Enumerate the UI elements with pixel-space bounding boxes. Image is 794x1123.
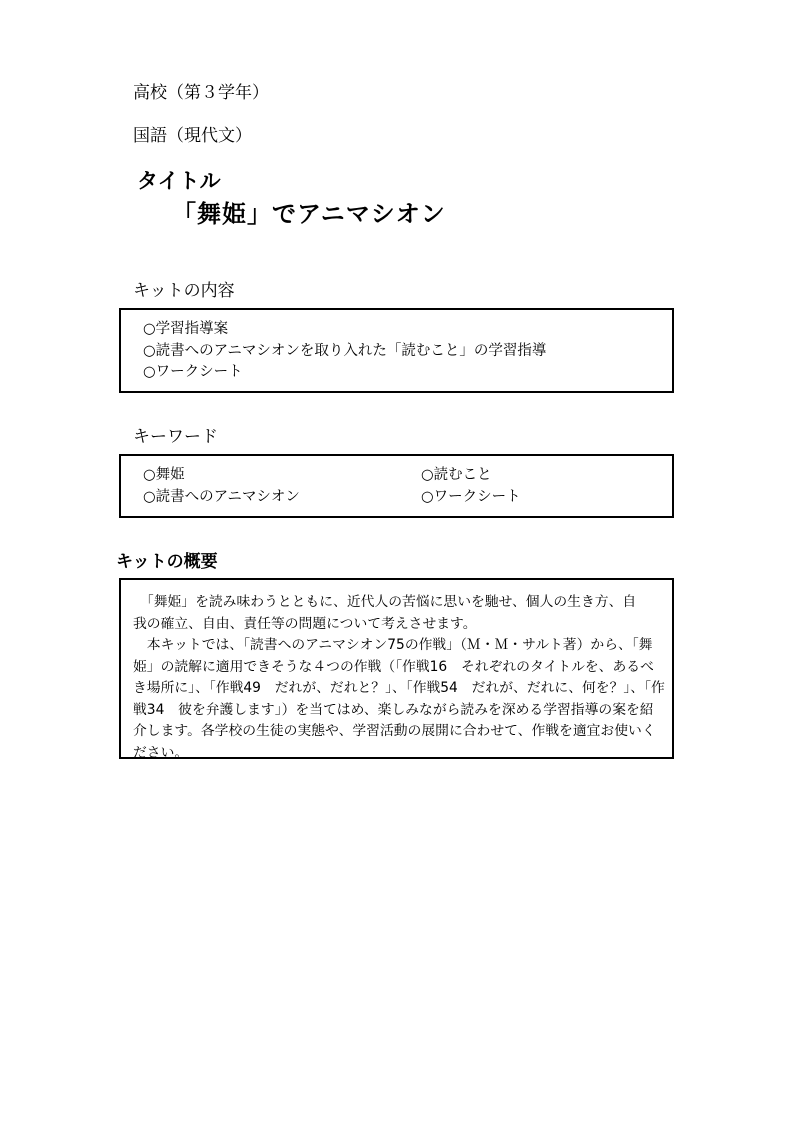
summary-line: 姫」の読解に適用できそうな４つの作戦（「作戦16 それぞれのタイトルを、あるべ xyxy=(133,658,654,675)
summary-line: ださい。 xyxy=(133,744,189,761)
summary-line: 戦34 彼を弁護します」）を当てはめ、楽しみながら読みを深める学習指導の案を紹 xyxy=(133,701,654,718)
keyword-item: ○舞姫 xyxy=(143,467,185,483)
summary-line: 介します。各学校の生徒の実態や、学習活動の展開に合わせて、作戦を適宜お使いく xyxy=(133,723,656,739)
subject: 国語（現代文） xyxy=(133,126,252,146)
keyword-item: ○ワークシート xyxy=(421,488,521,505)
page-title: 「舞姫」でアニマシオン xyxy=(172,200,446,228)
summary-line: 「舞姫」を読み味わうとともに、近代人の苦悩に思いを馳せ、個人の生き方、自 xyxy=(133,594,637,610)
list-item: ○ワークシート xyxy=(143,364,243,380)
school-level: 高校（第３学年） xyxy=(133,83,269,103)
keyword-item: ○読むこと xyxy=(421,467,492,483)
keywords-box xyxy=(119,454,674,518)
summary-box xyxy=(119,578,674,759)
keyword-item: ○読書へのアニマシオン xyxy=(143,488,300,505)
kit-contents-box xyxy=(119,308,674,393)
keywords-heading: キーワード xyxy=(133,427,218,447)
summary-heading: キットの概要 xyxy=(116,552,218,572)
kit-contents-heading: キットの内容 xyxy=(133,281,235,301)
title-label: タイトル xyxy=(137,169,221,193)
summary-line: き場所に」、「作戦49 だれが、だれと？」、「作戦54 だれが、だれに、何を？」、「作 xyxy=(133,680,665,696)
list-item: ○学習指導案 xyxy=(143,321,229,337)
list-item: ○読書へのアニマシオンを取り入れた「読むこと」の学習指導 xyxy=(143,342,547,359)
summary-line: 我の確立、自由、責任等の問題について考えさせます。 xyxy=(133,615,477,632)
summary-line: 本キットでは、「読書へのアニマシオン75の作戦」（Ｍ・Ｍ・サルト著）から、「舞 xyxy=(133,637,653,653)
